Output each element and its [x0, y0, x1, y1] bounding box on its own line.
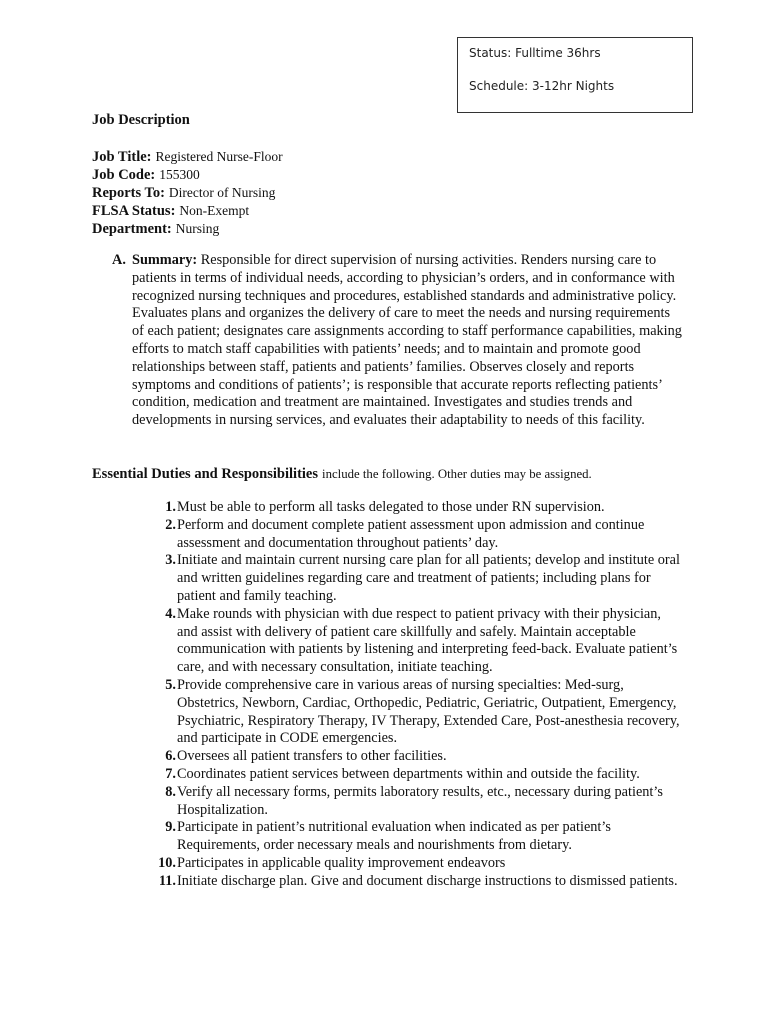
- field-value: 155300: [159, 167, 200, 182]
- status-box: [457, 37, 693, 113]
- list-item: [152, 677, 682, 748]
- item-number: 7.: [165, 765, 176, 782]
- summary-label: Summary:: [132, 252, 198, 268]
- item-text: Perform and document complete patient assessment upon admission and continue assessment and documentation throughout patients’ day.: [177, 516, 645, 551]
- list-item: [152, 766, 682, 784]
- job-code-field: [92, 166, 283, 184]
- field-value: Nursing: [175, 221, 220, 236]
- field-label: Job Title:: [92, 149, 152, 165]
- list-item: [152, 606, 682, 677]
- duties-heading-note: include the following. Other duties may be assigned.: [322, 467, 592, 481]
- item-text: Verify all necessary forms, permits laboratory results, etc., necessary during patient’s Hospitalization.: [177, 783, 663, 818]
- item-number: 11.: [158, 872, 176, 889]
- page-title: Job Description: [92, 112, 190, 128]
- field-label: Reports To:: [92, 185, 165, 201]
- flsa-status-field: [92, 202, 283, 220]
- list-item: [152, 499, 682, 517]
- field-value: Registered Nurse-Floor: [155, 149, 283, 164]
- item-text: Initiate discharge plan. Give and document discharge instructions to dismissed patients.: [177, 872, 678, 889]
- duties-heading-label: Essential Duties and Responsibilities: [92, 466, 319, 482]
- job-fields: [92, 148, 283, 238]
- item-text: Initiate and maintain current nursing care plan for all patients; develop and institute oral and written guidelines regarding care and treatment of patients; including plans for patient and family teaching.: [177, 552, 681, 604]
- item-number: 5.: [165, 676, 176, 693]
- item-number: 2.: [165, 516, 176, 533]
- item-number: 9.: [165, 819, 176, 836]
- list-item: [152, 819, 682, 855]
- duties-heading: [92, 465, 592, 483]
- item-text: Provide comprehensive care in various areas of nursing specialties: Med-surg, Obstetrics, Newborn, Cardiac, Orthopedic, Pediatric, Geriatric, Outpatient, Emergency, Psychiatric, Respiratory Therapy, IV Therapy, Extended Care, Post-anesthesia recovery, and participate in CODE emergencies.: [177, 676, 680, 747]
- item-number: 10.: [158, 854, 176, 871]
- summary-section: [112, 252, 682, 430]
- field-value: Non-Exempt: [179, 203, 250, 218]
- item-number: 1.: [165, 499, 176, 515]
- department-field: [92, 220, 283, 238]
- item-text: Make rounds with physician with due respect to patient privacy with their physician, and assist with delivery of patient care skillfully and safely. Maintain acceptable communication with patients by listening and interpreting feed-back. Evaluate patient’s care, and with necessary consultation, initiate teaching.: [177, 605, 678, 676]
- item-number: 6.: [165, 748, 176, 765]
- field-label: Job Code:: [92, 167, 156, 183]
- duties-list: [152, 499, 682, 891]
- field-value: Director of Nursing: [168, 185, 276, 200]
- item-text: Coordinates patient services between departments within and outside the facility.: [177, 765, 640, 782]
- summary-marker: A.: [112, 252, 126, 268]
- reports-to-field: [92, 184, 283, 202]
- field-label: Department:: [92, 221, 172, 237]
- list-item: [152, 517, 682, 553]
- item-text: Participate in patient’s nutritional evaluation when indicated as per patient’s Requirements, order necessary meals and nourishments from dietary.: [177, 819, 611, 854]
- list-item: [152, 855, 682, 873]
- item-text: Must be able to perform all tasks delegated to those under RN supervision.: [177, 499, 605, 515]
- job-title-field: [92, 148, 283, 166]
- summary-body: [132, 252, 682, 430]
- item-number: 8.: [165, 783, 176, 800]
- item-number: 3.: [165, 552, 176, 569]
- field-label: FLSA Status:: [92, 203, 176, 219]
- list-item: [152, 552, 682, 605]
- status-text: Status: Fulltime 36hrs: [469, 46, 601, 60]
- list-item: [152, 784, 682, 820]
- list-item: [152, 873, 682, 891]
- list-item: [152, 748, 682, 766]
- item-text: Participates in applicable quality improvement endeavors: [177, 854, 506, 871]
- item-text: Oversees all patient transfers to other facilities.: [177, 748, 447, 765]
- item-number: 4.: [165, 605, 176, 622]
- summary-text: Responsible for direct supervision of nursing activities. Renders nursing care to patients in terms of individual needs, according to physician’s orders, and in conformance with recognized nursing techniques and procedures, established standards and administrative policy. Evaluates plans and organizes the delivery of care to meet the needs and nursing requirements of each patient; designates care assignments according to staff performance capabilities, making efforts to match staff capabilities with patients’ needs; and to maintain and promote good relationships between staff, patients and patients’ families. Observes closely and reports symptoms and conditions of patients’; is responsible that accurate reports reflecting patients’ condition, medication and treatment are maintained. Investigates and studies trends and developments in nursing services, and evaluates their adaptability to needs of this facility.: [132, 252, 682, 429]
- schedule-text: Schedule: 3-12hr Nights: [469, 79, 615, 93]
